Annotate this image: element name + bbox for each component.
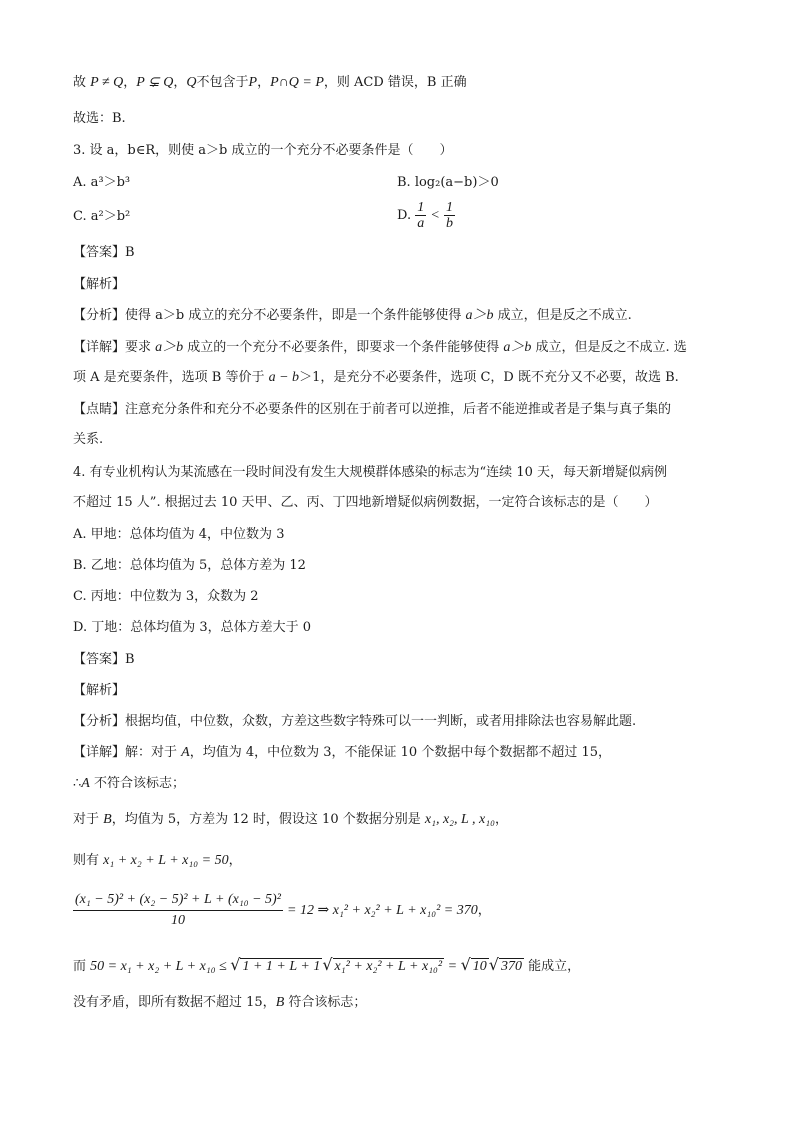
math-expr: = 12 ⇒ x₁² + x₂² + L + x₁₀² = 370 (287, 903, 478, 918)
text: 成立，但是反之不成立. 选 (531, 340, 687, 355)
math-expr: P∩Q = P (270, 75, 324, 90)
question-4-option-b: B. 乙地：总体均值为 5，总体方差为 12 (73, 558, 306, 573)
question-4-sum-equation (73, 852, 242, 870)
math-expr: a＞b (465, 308, 494, 323)
text: 能成立， (523, 959, 581, 974)
question-4-xiangjie (73, 744, 611, 762)
math-expr: A (181, 745, 190, 760)
math-expr: x₁ + x₂ + L + x₁₀ = 50 (103, 853, 229, 868)
math-expr: P ⊊ Q (136, 75, 174, 90)
question-3-option-b: B. log₂(a−b)＞0 (397, 175, 499, 190)
text: ， (173, 75, 187, 90)
question-3-option-c: C. a²＞b² (73, 209, 131, 224)
math-expr: P ≠ Q (90, 75, 124, 90)
question-4-stem-line-2: 不超过 15 人”. 根据过去 10 天甲、乙、丙、丁四地新增疑似病例数据，一定符合该标志的是（ ） (73, 495, 658, 510)
text: ， (228, 853, 242, 868)
math-expr: B (103, 812, 112, 827)
question-4-analysis-heading: 【解析】 (73, 683, 126, 698)
question-4-fenxi: 【分析】根据均值，中位数，众数，方差这些数字特殊可以一一判断，或者用排除法也容易解此题. (73, 714, 637, 729)
text: 则有 (73, 853, 104, 868)
question-4-cauchy-inequality (73, 956, 580, 976)
text: 符合该标志； (284, 995, 367, 1010)
numerator: 1 (445, 200, 453, 215)
denominator: 10 (170, 913, 185, 928)
question-3-stem: 3. 设 a，b∈R，则使 a＞b 成立的一个充分不必要条件是（ ） (73, 143, 453, 158)
math-expr: a＞b (503, 340, 532, 355)
question-4-answer: 【答案】B (73, 652, 135, 667)
text: ，均值为 4，中位数为 3，不能保证 10 个数据中每个数据都不超过 15， (189, 745, 611, 760)
math-expr: Q (186, 75, 197, 90)
numerator: (x₁ − 5)² + (x₂ − 5)² + L + (x₁₀ − 5)² (73, 890, 283, 911)
fraction-1-over-a (415, 200, 426, 231)
fraction-1-over-b (444, 200, 455, 231)
text: ＞1，是充分不必要条件，选项 C，D 既不充分又不必要，故选 B. (299, 370, 679, 385)
denominator: a (417, 216, 425, 231)
sqrt-symbol: √ (488, 955, 499, 974)
text: 【分析】使得 a＞b 成立的充分不必要条件，即是一个条件能够使得 (73, 308, 466, 323)
question-3-answer: 【答案】B (73, 245, 135, 260)
question-4-option-c: C. 丙地：中位数为 3，众数为 2 (73, 589, 259, 604)
numerator: 1 (417, 200, 425, 215)
question-3-option-a: A. a³＞b³ (73, 175, 131, 190)
sqrt-symbol: √ (322, 955, 333, 974)
text: 项 A 是充要条件，选项 B 等价于 (73, 370, 269, 385)
question-3-analysis-heading: 【解析】 (73, 277, 126, 292)
text: 没有矛盾，即所有数据不超过 15， (73, 995, 276, 1010)
math-expr: 370 (500, 959, 522, 974)
text: 对于 (73, 812, 104, 827)
text: ，则 ACD 错误，B 正确 (323, 75, 467, 90)
question-4-option-d: D. 丁地：总体均值为 3，总体方差大于 0 (73, 620, 312, 635)
question-4-stem-line-1: 4. 有专业机构认为某流感在一段时间没有发生大规模群体感染的标志为“连续 10 天，每天新增疑似病例 (73, 465, 667, 480)
question-4-conclusion (73, 994, 366, 1012)
text: ，均值为 5，方差为 12 时，假设这 10 个数据分别是 (111, 812, 425, 827)
math-expr: 10 (472, 959, 487, 974)
text: 成立，但是反之不成立. (493, 308, 632, 323)
text: 不符合该标志； (89, 776, 185, 791)
math-expr: a＞b (155, 340, 184, 355)
question-4-option-a: A. 甲地：总体均值为 4，中位数为 3 (73, 527, 285, 542)
text-line-conclusion (73, 74, 467, 92)
text: 【详解】解：对于 (73, 745, 182, 760)
question-4-variance-equation (73, 890, 491, 931)
text: 不包含于 (196, 75, 249, 90)
math-expr: B (275, 995, 285, 1010)
question-3-dianjing-line-2: 关系. (73, 432, 104, 447)
question-4-not-a (73, 775, 185, 793)
text-line-answer-choice: 故选：B. (73, 111, 126, 126)
math-expr: P (248, 75, 258, 90)
sqrt-symbol: √ (460, 955, 471, 974)
math-expr: 50 = x₁ + x₂ + L + x₁₀ ≤ (90, 959, 231, 974)
denominator: b (445, 216, 453, 231)
text: 【详解】要求 (73, 340, 156, 355)
math-expr: 1 + 1 + L + 1 (242, 959, 321, 974)
question-3-xiangjie-line-1 (73, 339, 687, 357)
text: ， (495, 812, 509, 827)
math-expr: a − b (268, 370, 300, 385)
question-3-xiangjie-line-2 (73, 369, 679, 387)
option-label: D. (397, 208, 416, 223)
sqrt-symbol: √ (230, 955, 241, 974)
text: ， (477, 903, 491, 918)
math-expr: x₁, x₂, L , x₁₀ (424, 812, 496, 827)
variance-fraction (73, 890, 283, 931)
question-4-for-b (73, 811, 508, 829)
text: 成立的一个充分不必要条件，即要求一个条件能够使得 (183, 340, 504, 355)
text: 故 (73, 75, 91, 90)
question-3-dianjing-line-1: 【点睛】注意充分条件和充分不必要条件的区别在于前者可以逆推，后者不能逆推或者是子集与真子集的 (73, 402, 672, 417)
less-than: < (430, 208, 440, 223)
text: ， (257, 75, 271, 90)
text: 而 (73, 959, 91, 974)
math-expr: = (444, 959, 461, 974)
math-expr: x₁² + x₂² + L + x₁₀² (334, 959, 443, 974)
text: ， (123, 75, 137, 90)
question-3-option-d (397, 200, 455, 231)
question-3-fenxi (73, 307, 632, 325)
therefore-symbol: ∴ (73, 776, 82, 791)
math-expr: A (81, 776, 90, 791)
